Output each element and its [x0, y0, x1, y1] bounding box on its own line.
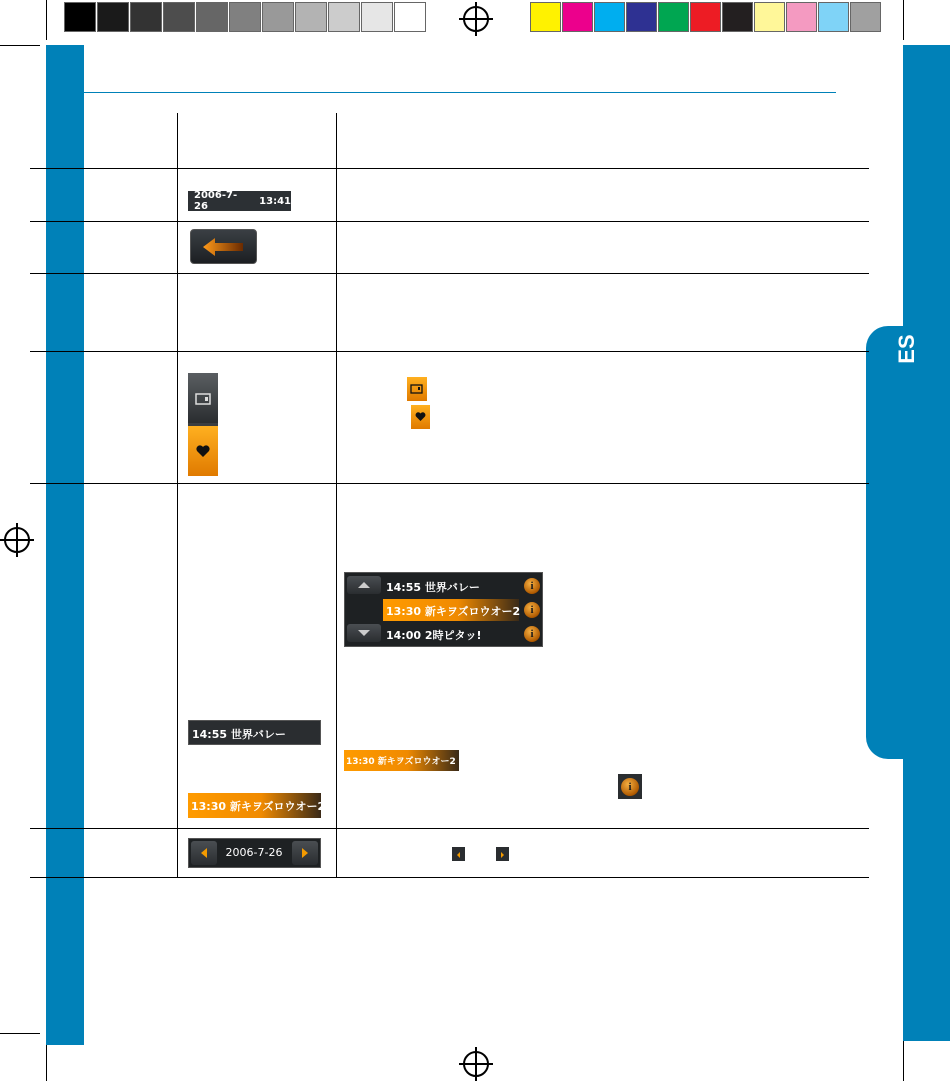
color-swatch — [690, 2, 721, 32]
language-tab-label: ES — [894, 334, 919, 364]
program-title: 新キヲズロウオー2 — [377, 757, 456, 767]
crop-mark — [903, 0, 904, 40]
color-swatch — [64, 2, 96, 32]
info-icon[interactable]: i — [524, 578, 540, 594]
program-title: 世界バレー — [424, 581, 480, 594]
scroll-down-button[interactable] — [347, 624, 381, 642]
header-rule — [84, 92, 836, 93]
program-time: 14:00 — [386, 629, 422, 642]
crop-mark — [0, 1033, 40, 1034]
program-time: 14:55 — [386, 581, 422, 594]
back-arrow-icon — [191, 230, 258, 265]
info-button — [618, 774, 642, 799]
color-swatch — [594, 2, 625, 32]
left-page-border — [46, 45, 84, 1045]
info-icon[interactable]: i — [524, 602, 540, 618]
color-swatch — [97, 2, 129, 32]
heart-icon — [188, 426, 218, 476]
tv-tab[interactable] — [188, 373, 218, 423]
color-swatch — [754, 2, 785, 32]
language-tab — [866, 326, 950, 759]
color-swatch — [562, 2, 593, 32]
program-time: 13:30 — [386, 605, 422, 618]
program-title: 世界バレー — [230, 728, 286, 741]
datetime-display — [188, 191, 291, 211]
crop-mark — [903, 1041, 904, 1081]
row-divider — [30, 828, 869, 829]
previous-date-button[interactable] — [191, 841, 217, 865]
next-date-button[interactable] — [292, 841, 318, 865]
scroll-up-button[interactable] — [347, 576, 381, 594]
color-swatch — [786, 2, 817, 32]
chevron-right-icon — [292, 841, 318, 865]
color-swatch — [658, 2, 689, 32]
color-swatch — [818, 2, 849, 32]
color-swatch — [722, 2, 753, 32]
registration-mark-icon — [463, 1051, 489, 1077]
list-item-selected — [188, 793, 326, 818]
favorites-tab[interactable] — [188, 426, 218, 476]
chevron-right-icon — [496, 847, 509, 861]
chevron-left-icon — [191, 841, 217, 865]
mode-tabs — [188, 373, 218, 476]
chevron-left-icon — [452, 847, 465, 861]
column-divider — [336, 113, 337, 877]
color-swatch — [361, 2, 393, 32]
color-swatch — [163, 2, 195, 32]
program-time: 14:55 — [192, 728, 228, 741]
color-swatch — [394, 2, 426, 32]
color-swatch — [196, 2, 228, 32]
tv-icon — [188, 373, 218, 423]
selected-date: 2006-7-26 — [225, 846, 283, 859]
color-swatch — [262, 2, 294, 32]
info-icon: i — [621, 778, 639, 796]
info-icon[interactable]: i — [524, 626, 540, 642]
datetime-date: 2006-7-26 — [194, 190, 238, 212]
row-divider — [30, 351, 869, 352]
color-swatch — [229, 2, 261, 32]
column-divider — [177, 113, 178, 877]
color-swatch — [295, 2, 327, 32]
back-button[interactable] — [190, 229, 257, 264]
datetime-time: 13:41 — [259, 195, 291, 207]
row-divider — [30, 273, 869, 274]
program-time: 13:30 — [191, 800, 227, 813]
program-title: 新キヲズロウオー2 — [424, 605, 521, 618]
color-swatch — [130, 2, 162, 32]
color-swatch — [850, 2, 881, 32]
list-item[interactable] — [383, 623, 541, 645]
row-divider — [30, 221, 869, 222]
list-item-selected[interactable] — [383, 599, 519, 621]
crop-mark — [46, 1041, 47, 1081]
list-item[interactable] — [383, 575, 541, 597]
chevron-up-icon — [347, 576, 381, 594]
heart-icon — [411, 405, 430, 429]
registration-mark-icon — [463, 6, 489, 32]
date-selector — [188, 838, 321, 868]
list-item — [188, 720, 321, 745]
row-divider — [30, 168, 869, 169]
crop-mark — [0, 45, 40, 46]
program-time: 13:30 — [346, 757, 375, 767]
program-list — [344, 572, 543, 647]
color-swatch — [626, 2, 657, 32]
program-title: 新キヲズロウオー2 — [229, 800, 326, 813]
color-swatch — [530, 2, 561, 32]
tv-icon — [407, 377, 427, 401]
program-title: 2時ピタッ! — [424, 629, 482, 642]
registration-mark-icon — [4, 527, 30, 553]
chevron-down-icon — [347, 624, 381, 642]
page-marker: GI — [56, 1052, 68, 1064]
crop-mark — [46, 0, 47, 40]
color-swatch — [328, 2, 360, 32]
row-divider — [30, 483, 869, 484]
list-item-selected — [344, 750, 459, 771]
row-divider — [30, 877, 869, 878]
